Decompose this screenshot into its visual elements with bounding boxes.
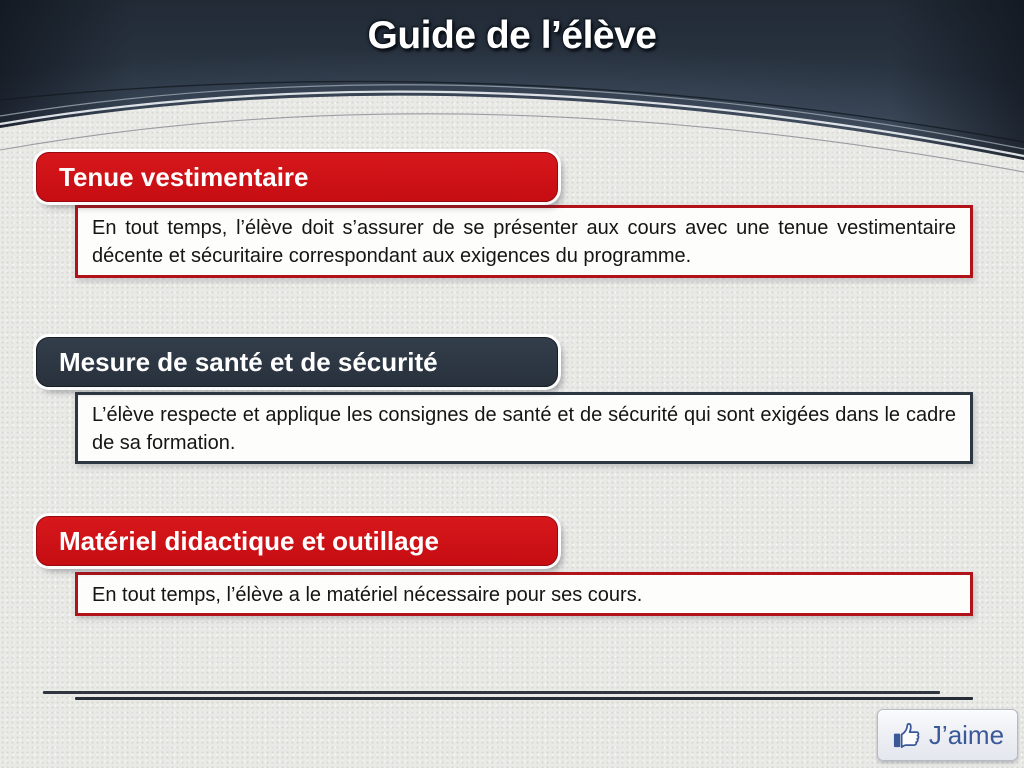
section-heading-label: Matériel didactique et outillage <box>59 526 439 556</box>
section-body-materiel <box>75 572 973 616</box>
like-button-label: J’aime <box>928 719 1005 750</box>
divider-line-bottom <box>75 697 973 700</box>
page-title: Guide de l’élève <box>367 14 657 57</box>
section-body-securite <box>75 392 973 464</box>
section-body-text: En tout temps, l’élève doit s’assurer de se présenter aux cours avec une tenue vestimentaire décente et sécuritaire correspondant aux exigences du programme. <box>92 217 956 267</box>
divider-line-top <box>43 691 940 694</box>
section-heading-label: Mesure de santé et de sécurité <box>59 347 438 377</box>
section-body-text: L’élève respecte et applique les consignes de santé et de sécurité qui sont exigées dans le cadre de sa formation. <box>92 404 956 454</box>
section-heading-materiel <box>36 516 558 566</box>
section-body-tenue <box>75 205 973 278</box>
thumbs-up-icon <box>891 721 922 750</box>
section-heading-label: Tenue vestimentaire <box>59 162 309 192</box>
section-heading-securite <box>36 337 558 387</box>
like-button[interactable] <box>877 709 1018 761</box>
section-body-text: En tout temps, l’élève a le matériel nécessaire pour ses cours. <box>92 584 643 606</box>
section-heading-tenue <box>36 152 558 202</box>
